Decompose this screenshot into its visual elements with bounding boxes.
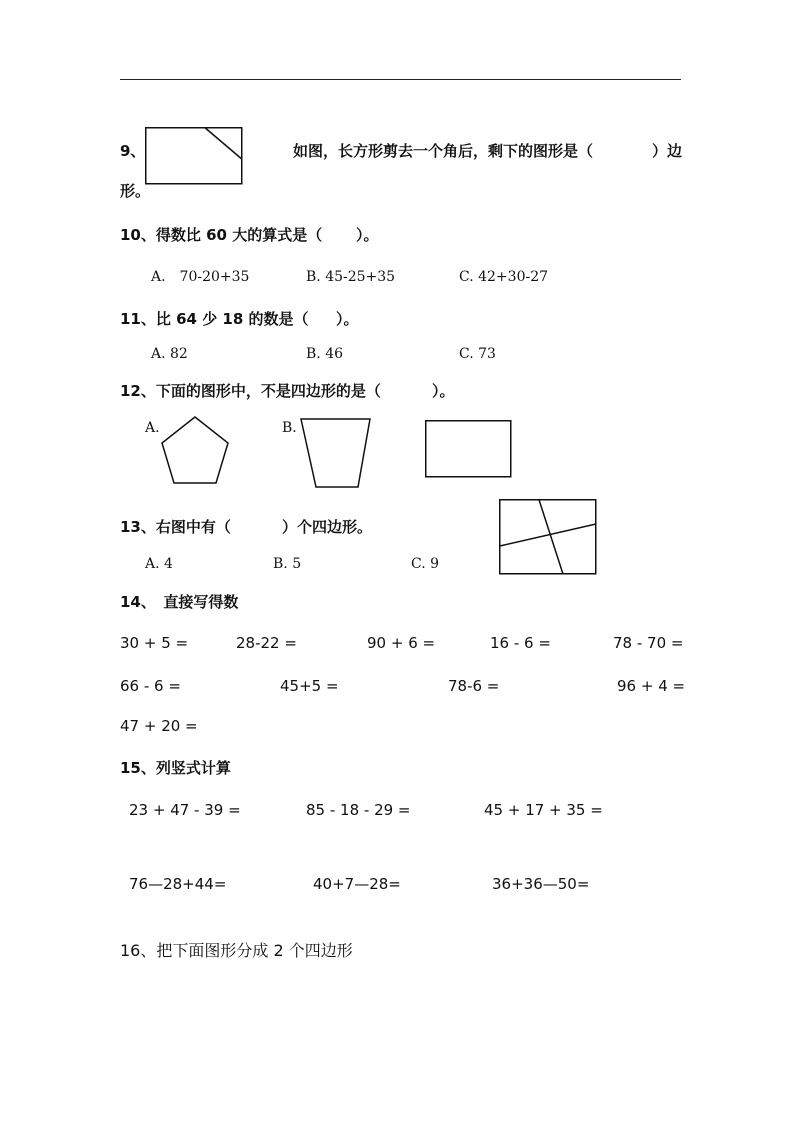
q14-item: 28-22 = xyxy=(236,634,297,652)
q15-title: 15、列竖式计算 xyxy=(120,759,231,777)
pentagon-figure xyxy=(160,416,230,488)
q15-item: 76—28+44= xyxy=(129,875,227,893)
q12-text: 12、下面的图形中，不是四边形的是（ xyxy=(120,382,381,400)
q11-option-b: B. 46 xyxy=(306,346,344,362)
q15-item: 36+36—50= xyxy=(492,875,590,893)
q14-item: 78-6 = xyxy=(448,677,500,695)
q10-text: 10、得数比 60 大的算式是（ xyxy=(120,226,323,244)
q14-item: 78 - 70 = xyxy=(613,634,684,652)
q11-text: 11、比 64 少 18 的数是（ xyxy=(120,310,309,328)
q15-item: 23 + 47 - 39 = xyxy=(129,801,241,819)
q13-text: 13、右图中有（ xyxy=(120,518,231,536)
q14-item: 47 + 20 = xyxy=(120,717,198,735)
q10-option-a: A． 70-20+35 xyxy=(151,269,250,285)
header-rule xyxy=(120,79,681,80)
q14-title: 14、 直接写得数 xyxy=(120,593,239,611)
q14-item: 90 + 6 = xyxy=(367,634,436,652)
q16-title: 16、把下面图形分成 2 个四边形 xyxy=(120,941,353,960)
q10-option-b: B. 45-25+35 xyxy=(306,269,396,285)
trapezoid-figure xyxy=(300,418,372,490)
q14-item: 30 + 5 = xyxy=(120,634,189,652)
q9-text: 如图，长方形剪去一个角后，剩下的图形是（ xyxy=(293,142,594,160)
q11-option-a: A. 82 xyxy=(151,346,188,362)
q12-label-a: A. xyxy=(145,420,160,436)
q11-option-c: C. 73 xyxy=(459,346,496,362)
q14-item: 16 - 6 = xyxy=(490,634,551,652)
q13-paren-close: ）个四边形。 xyxy=(282,518,373,536)
q11-paren-close: ）。 xyxy=(336,310,359,328)
q13-option-b: B. 5 xyxy=(273,556,302,572)
q12-paren-close: ）。 xyxy=(432,382,455,400)
q14-item: 96 + 4 = xyxy=(617,677,686,695)
q10-option-c: C. 42+30-27 xyxy=(459,269,549,285)
q9-text-cont: 形。 xyxy=(120,182,151,200)
q12-label-b: B. xyxy=(282,420,297,436)
q15-item: 40+7—28= xyxy=(313,875,401,893)
q13-option-c: C. 9 xyxy=(411,556,440,572)
q15-item: 45 + 17 + 35 = xyxy=(484,801,603,819)
q9-rectangle-figure xyxy=(145,127,243,185)
q9-number: 9、 xyxy=(120,142,146,160)
q15-item: 85 - 18 - 29 = xyxy=(306,801,411,819)
q10-paren-close: ）。 xyxy=(356,226,379,244)
q14-item: 66 - 6 = xyxy=(120,677,181,695)
q13-divided-rectangle-figure xyxy=(499,499,597,575)
rectangle-figure xyxy=(425,420,513,478)
q14-item: 45+5 = xyxy=(280,677,339,695)
q9-paren-close: ）边 xyxy=(652,142,683,160)
q13-option-a: A. 4 xyxy=(145,556,173,572)
